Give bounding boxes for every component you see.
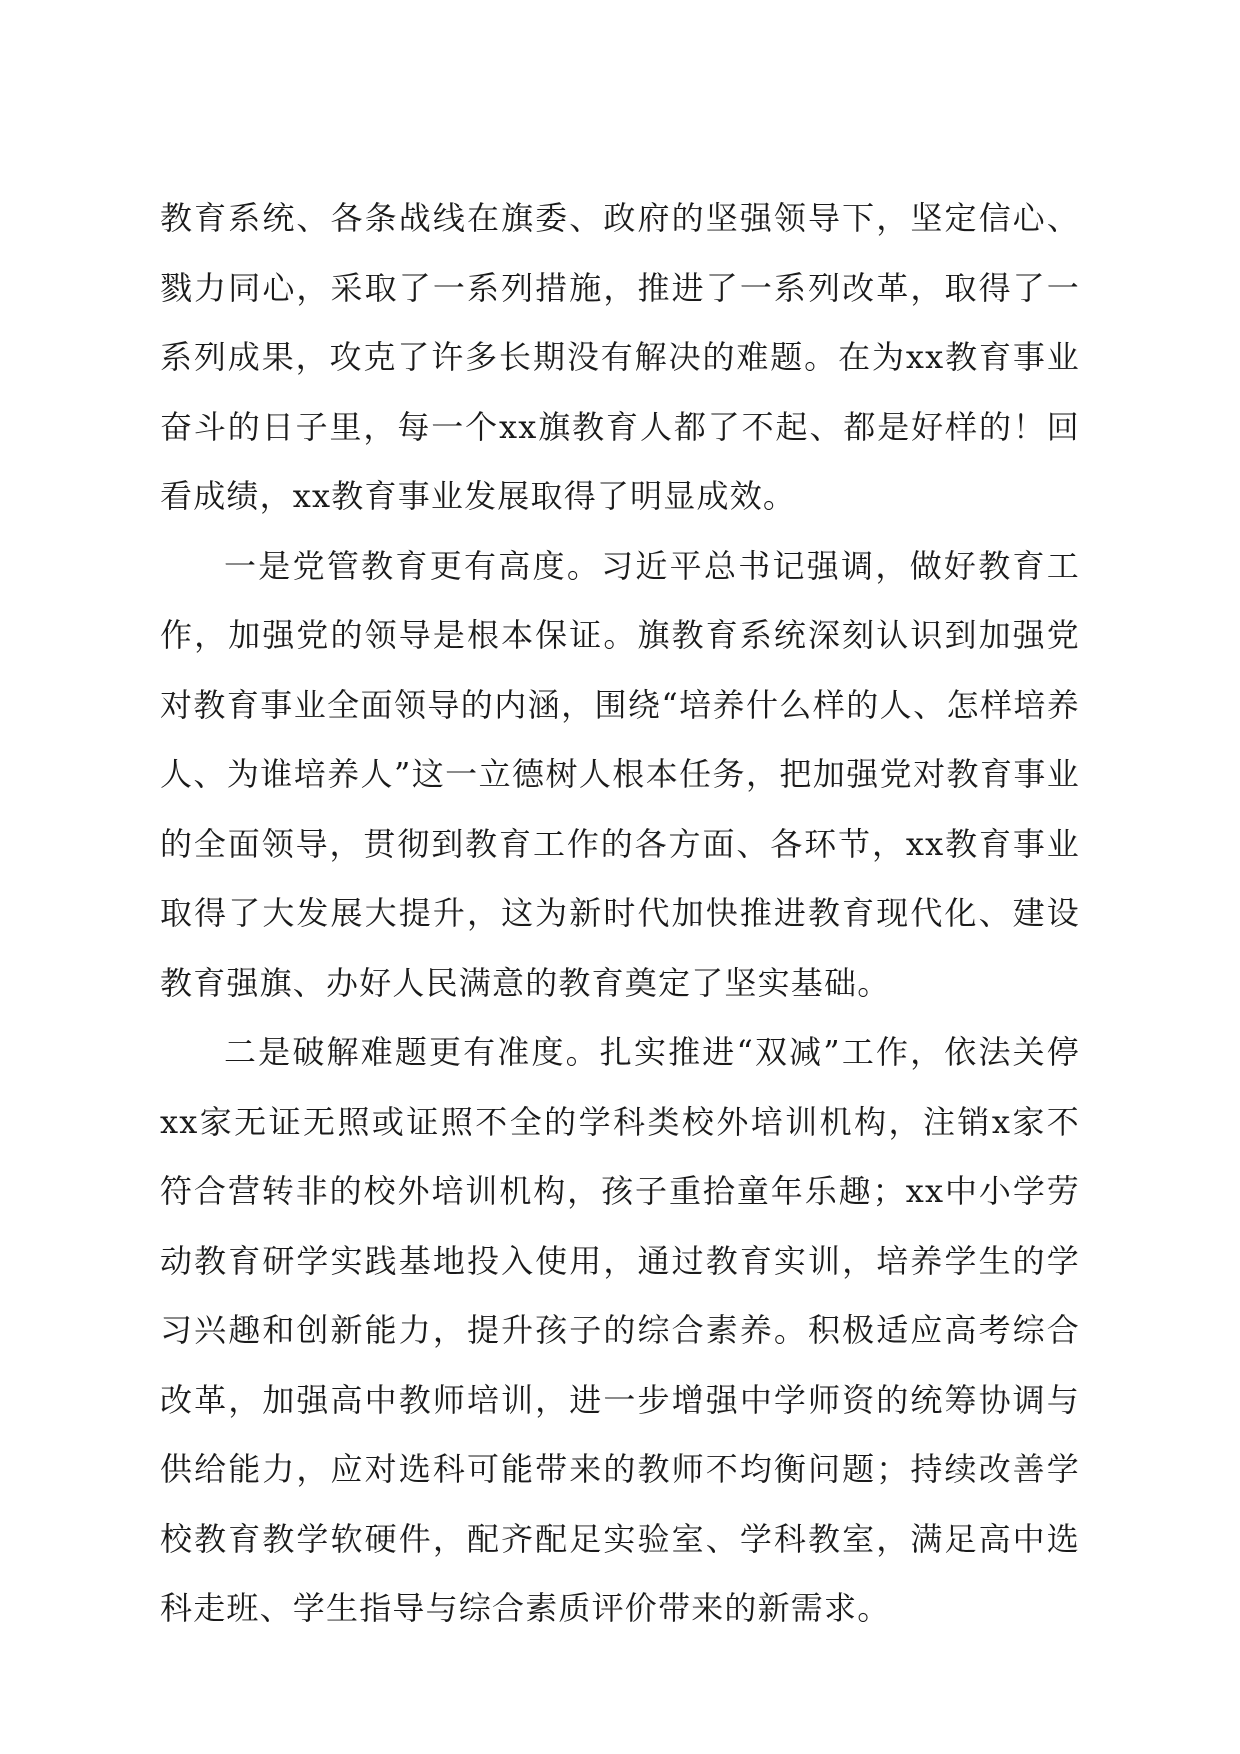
document-body xyxy=(160,184,1080,1644)
paragraph-solving-problems: 二是破解难题更有准度。扎实推进“双减”工作，依法关停xx家无证无照或证照不全的学科类校外培训机构，注销x家不符合营转非的校外培训机构，孩子重拾童年乐趣；xx中小学劳动教育研学实践基地投入使用，通过教育实训，培养学生的学习兴趣和创新能力，提升孩子的综合素养。积极适应高考综合改革，加强高中教师培训，进一步增强中学师资的统筹协调与供给能力，应对选科可能带来的教师不均衡问题；持续改善学校教育教学软硬件，配齐配足实验室、学科教室，满足高中选科走班、学生指导与综合素质评价带来的新需求。 xyxy=(160,1033,1080,1627)
paragraph-intro: 教育系统、各条战线在旗委、政府的坚强领导下，坚定信心、戮力同心，采取了一系列措施，推进了一系列改革，取得了一系列成果，攻克了许多长期没有解决的难题。在为xx教育事业奋斗的日子里，每一个xx旗教育人都了不起、都是好样的！回看成绩，xx教育事业发展取得了明显成效。 xyxy=(160,199,1080,515)
paragraph-party-leadership: 一是党管教育更有高度。习近平总书记强调，做好教育工作，加强党的领导是根本保证。旗教育系统深刻认识到加强党对教育事业全面领导的内涵，围绕“培养什么样的人、怎样培养人、为谁培养人”这一立德树人根本任务，把加强党对教育事业的全面领导，贯彻到教育工作的各方面、各环节，xx教育事业取得了大发展大提升，这为新时代加快推进教育现代化、建设教育强旗、办好人民满意的教育奠定了坚实基础。 xyxy=(160,546,1080,1002)
